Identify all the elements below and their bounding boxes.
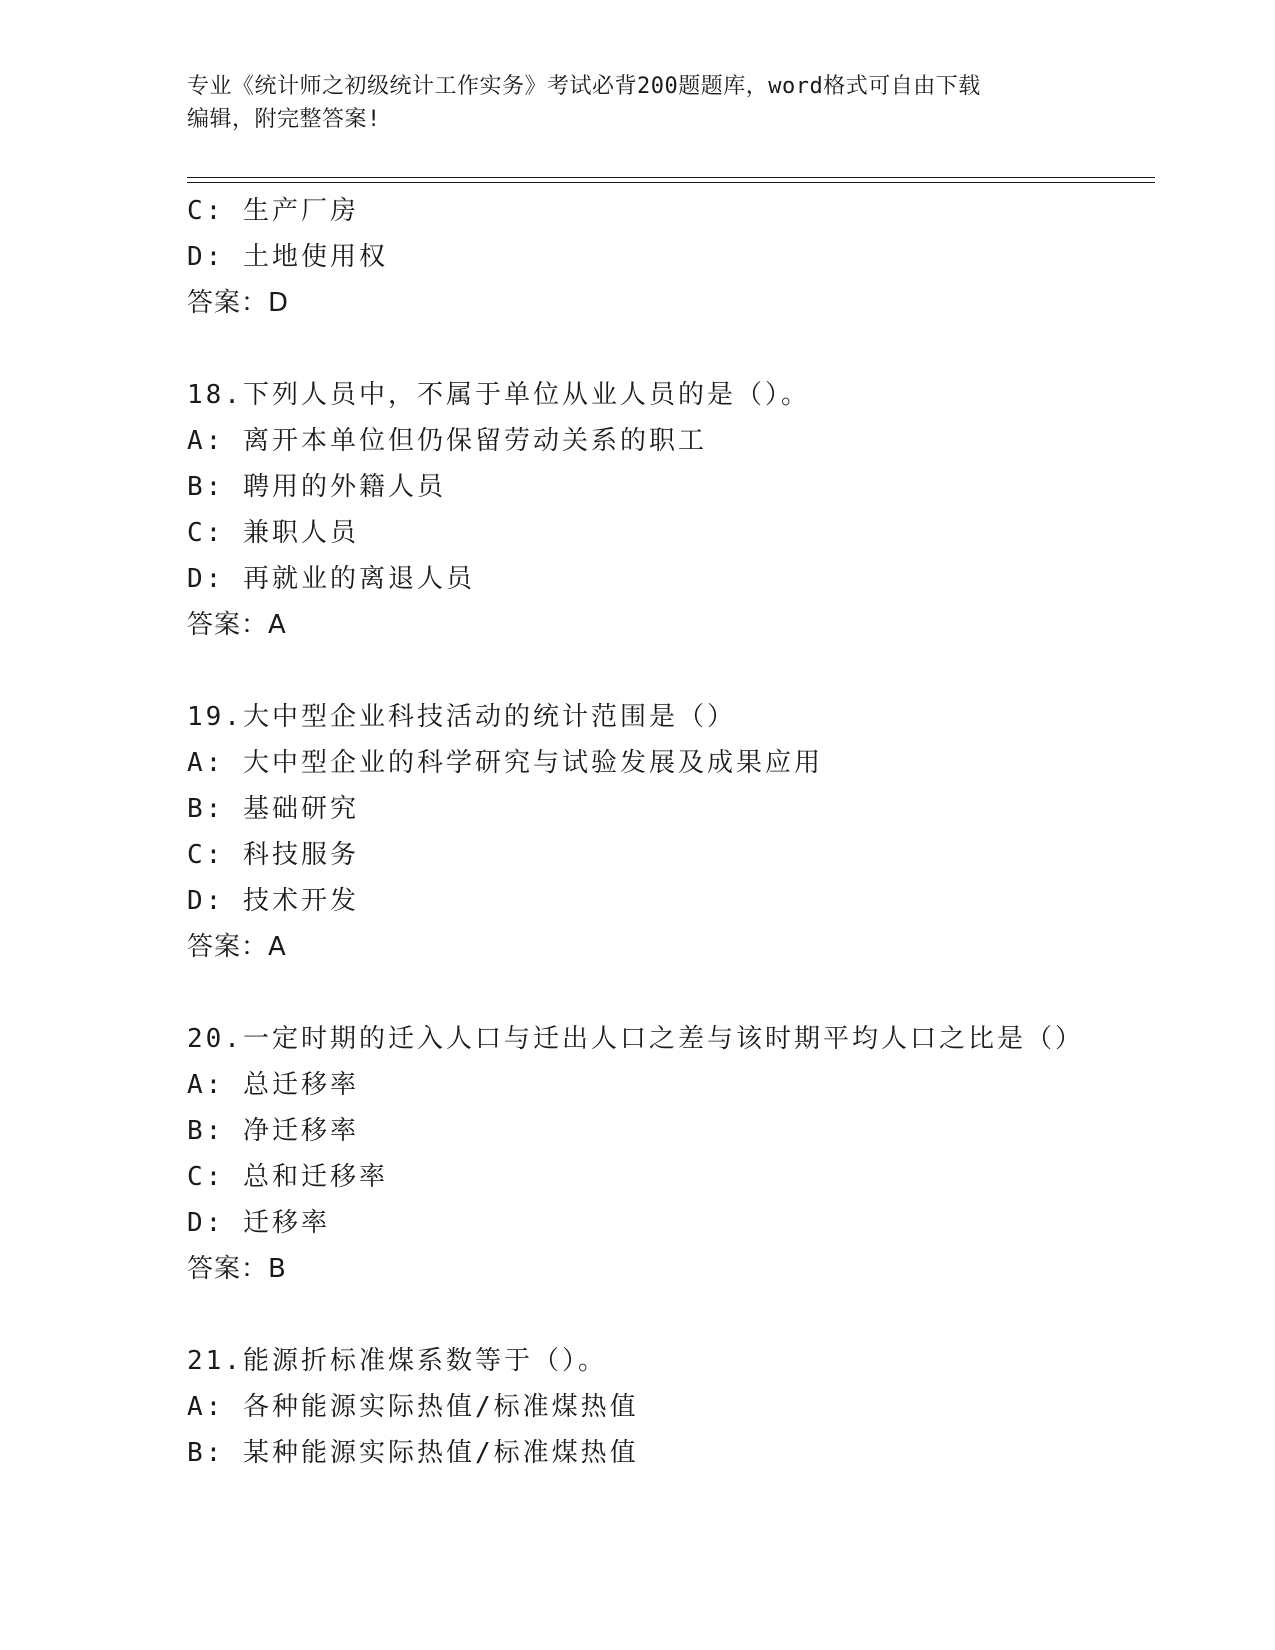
option-d: D: 迁移率: [187, 1208, 330, 1238]
question-stem: 19.大中型企业科技活动的统计范围是（）: [187, 702, 736, 732]
answer-line: 答案：A: [187, 932, 287, 962]
question-21: [187, 1338, 1155, 1476]
spacer: [187, 1292, 1155, 1338]
option-d: D: 再就业的离退人员: [187, 564, 475, 594]
question-19: [187, 694, 1155, 970]
document-header: [187, 70, 1067, 136]
answer-line: 答案：B: [187, 1254, 287, 1284]
option-c: C: 总和迁移率: [187, 1162, 388, 1192]
option-c: C: 生产厂房: [187, 196, 359, 226]
question-17-continuation: [187, 188, 1155, 326]
header-line-1: 专业《统计师之初级统计工作实务》考试必背200题题库，word格式可自由下载: [187, 74, 981, 99]
question-stem: 18.下列人员中，不属于单位从业人员的是（）。: [187, 380, 810, 410]
answer-line: 答案：D: [187, 288, 290, 318]
answer-line: 答案：A: [187, 610, 287, 640]
header-divider-bottom: [187, 182, 1155, 183]
question-stem: 21.能源折标准煤系数等于（）。: [187, 1346, 607, 1376]
option-d: D: 土地使用权: [187, 242, 388, 272]
header-line-2: 编辑，附完整答案!: [187, 107, 381, 132]
question-20: [187, 1016, 1155, 1292]
option-c: C: 兼职人员: [187, 518, 359, 548]
option-b: B: 净迁移率: [187, 1116, 359, 1146]
spacer: [187, 326, 1155, 372]
option-c: C: 科技服务: [187, 840, 359, 870]
option-a: A: 总迁移率: [187, 1070, 359, 1100]
option-a: A: 各种能源实际热值/标准煤热值: [187, 1392, 639, 1422]
question-list: [187, 188, 1155, 1476]
question-stem: 20.一定时期的迁入人口与迁出人口之差与该时期平均人口之比是（）: [187, 1024, 1084, 1054]
option-b: B: 基础研究: [187, 794, 359, 824]
option-b: B: 聘用的外籍人员: [187, 472, 446, 502]
option-a: A: 大中型企业的科学研究与试验发展及成果应用: [187, 748, 823, 778]
option-a: A: 离开本单位但仍保留劳动关系的职工: [187, 426, 707, 456]
header-divider-top: [187, 177, 1155, 178]
spacer: [187, 648, 1155, 694]
spacer: [187, 970, 1155, 1016]
question-18: [187, 372, 1155, 648]
option-b: B: 某种能源实际热值/标准煤热值: [187, 1438, 639, 1468]
option-d: D: 技术开发: [187, 886, 359, 916]
